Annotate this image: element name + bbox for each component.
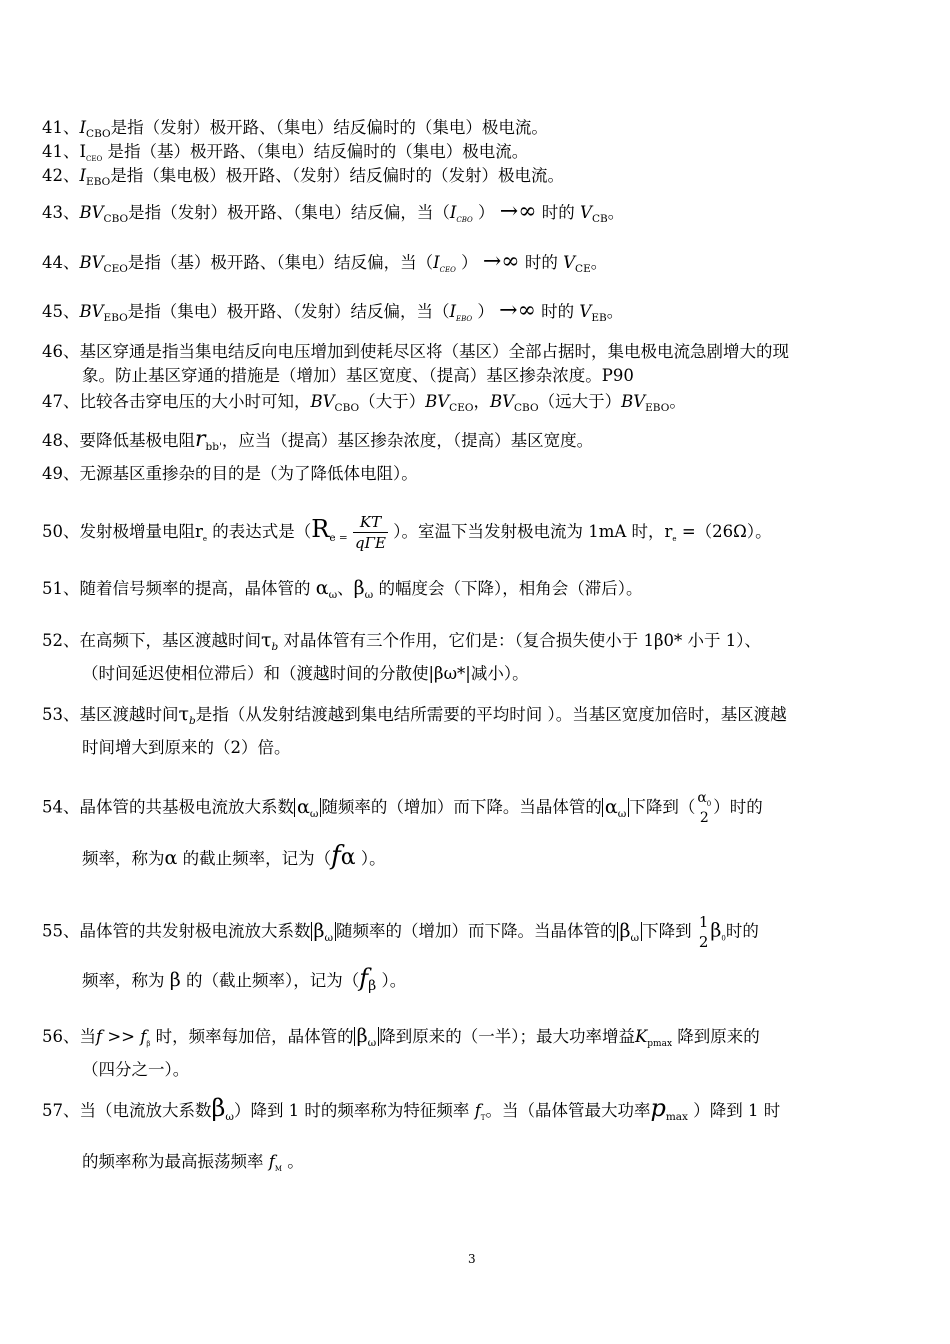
item-41-iceo: 41、$I_{CEO}$ 是指（基）极开路、（集电）结反偏时的（集电）极电流。 [42, 142, 529, 163]
item-48: 48、要降低基极电阻$r_{bb'}$，应当（提高）基区掺杂浓度，（提高）基区宽度。 [42, 427, 594, 453]
item-56: 56、当$f >> f_\beta$ 时，频率每加倍，晶体管的 $\beta_\omega$ 降到原来的（一半）；最大功率增益$K_{pmax}$ 降到原来的 [42, 1025, 760, 1049]
item-52-cont: （时间延迟使相位滞后）和（渡越时间的分散使|βω*|减小）。 [82, 664, 529, 683]
abs-alpha: $\alpha_\omega$ [294, 798, 321, 817]
item-51: 51、随着信号频率的提高，晶体管的 $\alpha_\omega$、$\beta_\omega$ 的幅度会（下降），相角会（滞后）。 [42, 577, 643, 601]
item-55-cont: 频率，称为 β 的（截止频率），记为（$f_\beta$ ）。 [82, 964, 407, 994]
item-52: 52、在高频下，基区渡越时间$\tau_b$ 对晶体管有三个作用，它们是：（复合损失使小于 1β0* 小于 1）、 [42, 629, 762, 653]
item-41-icbo: 41、$I_{CBO}$是指（发射）极开路、（集电）结反偏时的（集电）极电流。 [42, 118, 548, 140]
item-44: 44、$BV_{CEO}$是指（基）极开路、（集电）结反偏，当（$I_{CEO}$ ） →∞ 时的 $V_{CE}$。 [42, 249, 608, 275]
item-53-cont: 时间增大到原来的（2）倍。 [82, 738, 291, 757]
item-number: 42、 [42, 166, 80, 185]
item-54-cont: 频率，称为α 的截止频率，记为（fα ）。 [82, 841, 386, 871]
item-43: 43、$BV_{CBO}$是指（发射）极开路、（集电）结反偏，当（$I_{CBO}$ ） →∞ 时的 $V_{CB}$。 [42, 199, 625, 225]
abs-beta: $\beta_\omega$ [617, 922, 643, 941]
abs-beta: $\beta_\omega$ [311, 922, 337, 941]
item-50: 50、发射极增量电阻$r_e$ 的表达式是（$R_{e =}$ $\frac{KT}{\text{qΓE}}$ ）。室温下当发射极电流为 1mA 时，$r_e =(26\Omega)$。 [42, 513, 772, 552]
item-46: 46、基区穿通是指当集电结反向电压增加到使耗尽区将（基区）全部占据时，集电极电流急剧增大的现 [42, 342, 789, 361]
item-number: 41、 [42, 142, 80, 161]
page-number: 3 [468, 1252, 476, 1266]
item-56-cont: （四分之一）。 [82, 1060, 190, 1079]
abs-beta: $\beta_\omega$ [354, 1027, 380, 1046]
item-42: 42、$I_{EBO}$是指（集电极）极开路、（发射）结反偏时的（发射）极电流。 [42, 166, 564, 188]
item-47: 47、比较各击穿电压的大小时可知，$BV_{CBO}$（大于）$BV_{CEO}$，$BV_{CBO}$（远大于）$BV_{EBO}$。 [42, 392, 686, 414]
item-57-cont: 的频率称为最高振荡频率 $f_M$ 。 [82, 1152, 304, 1173]
item-55: 55、晶体管的共发射极电流放大系数 $\beta_\omega$ 随频率的（增加）而下降。当晶体管的 $\beta_\omega$ 下降到 1 2 $\beta_0$时的 [42, 913, 759, 951]
fraction: $\frac{KT}{\text{qΓE}}$ [354, 513, 386, 552]
item-57: 57、当（电流放大系数$\beta_\omega$）降到 1 时的频率称为特征频率 $f_T$。当（晶体管最大功率$p_{max}$ ）降到 1 时 [42, 1094, 781, 1123]
item-49: 49、无源基区重掺杂的目的是（为了降低体电阻）。 [42, 464, 418, 483]
item-46-cont: 象。防止基区穿通的措施是（增加）基区宽度、（提高）基区掺杂浓度。P90 [82, 366, 634, 385]
item-number: 41、 [42, 118, 80, 137]
fraction: $\alpha_0$ 2 [697, 790, 712, 826]
item-53: 53、基区渡越时间$\tau_b$是指（从发射结渡越到集电结所需要的平均时间 ）。当基区宽度加倍时，基区渡越 [42, 703, 787, 727]
item-45: 45、$BV_{EBO}$是指（集电）极开路、（发射）结反偏，当（$I_{EBO}$ ） →∞ 时的 $V_{EB}$。 [42, 298, 624, 324]
fraction: 1 2 [698, 913, 709, 951]
abs-alpha: $\alpha_\omega$ [602, 798, 629, 817]
item-54: 54、晶体管的共基极电流放大系数 $\alpha_\omega$ 随频率的（增加）而下降。当晶体管的 $\alpha_\omega$ 下降到（ $\alpha_0$ 2 ）时的 [42, 790, 763, 826]
